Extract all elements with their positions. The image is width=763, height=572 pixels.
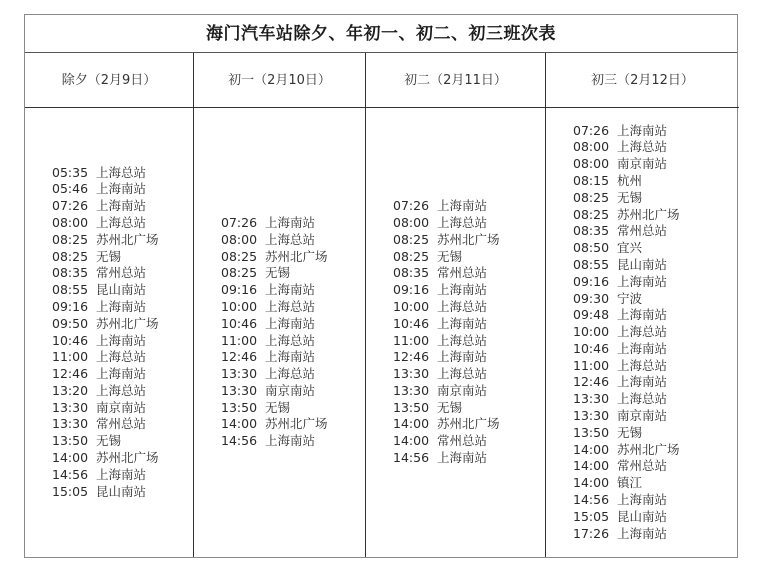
destination: 上海南站	[96, 466, 147, 482]
destination: 昆山南站	[617, 508, 668, 524]
departure-time: 08:15	[573, 172, 610, 188]
departure-time: 15:05	[52, 483, 89, 499]
trip-row	[573, 341, 680, 358]
trip-row	[52, 249, 159, 266]
trip-row	[393, 450, 500, 467]
departure-time: 08:35	[393, 265, 430, 281]
departure-time: 10:46	[52, 332, 89, 348]
departure-time: 09:16	[52, 298, 89, 314]
trip-row	[573, 223, 680, 240]
departure-time: 09:16	[221, 282, 258, 298]
destination: 南京南站	[437, 382, 488, 398]
destination: 上海南站	[437, 198, 488, 214]
trip-row	[221, 400, 328, 417]
departure-time: 14:00	[573, 458, 610, 474]
column-body	[194, 108, 365, 557]
departure-time: 09:16	[573, 273, 610, 289]
destination: 常州总站	[437, 265, 488, 281]
trip-row	[393, 265, 500, 282]
destination: 常州总站	[437, 433, 488, 449]
destination: 上海总站	[617, 357, 668, 373]
departure-time: 08:25	[52, 248, 89, 264]
destination: 上海总站	[265, 298, 316, 314]
departure-time: 15:05	[573, 508, 610, 524]
departure-time: 12:46	[221, 349, 258, 365]
destination: 上海南站	[96, 298, 147, 314]
trip-row	[393, 299, 500, 316]
trip-row	[393, 416, 500, 433]
departure-time: 07:26	[573, 122, 610, 138]
trip-row	[573, 307, 680, 324]
departure-time: 13:30	[393, 366, 430, 382]
column-header: 初三（2月12日）	[546, 53, 739, 108]
departure-time: 14:00	[393, 433, 430, 449]
departure-time: 08:25	[52, 231, 89, 247]
trip-row	[393, 316, 500, 333]
departure-time: 13:50	[52, 433, 89, 449]
trip-row	[573, 358, 680, 375]
departure-time: 08:25	[573, 206, 610, 222]
destination: 昆山南站	[96, 282, 147, 298]
destination: 昆山南站	[96, 483, 147, 499]
trip-row	[221, 316, 328, 333]
departure-time: 09:48	[573, 307, 610, 323]
trip-row	[221, 299, 328, 316]
trip-row	[573, 190, 680, 207]
departure-time: 09:30	[573, 290, 610, 306]
departure-time: 14:56	[52, 466, 89, 482]
departure-time: 08:55	[52, 282, 89, 298]
trip-row	[52, 215, 159, 232]
departure-time: 09:50	[52, 315, 89, 331]
departure-time: 07:26	[221, 214, 258, 230]
trip-row	[573, 173, 680, 190]
destination: 上海总站	[265, 231, 316, 247]
destination: 上海总站	[437, 214, 488, 230]
trip-row	[573, 475, 680, 492]
destination: 镇江	[617, 475, 643, 491]
departure-time: 12:46	[573, 374, 610, 390]
destination: 上海总站	[617, 324, 668, 340]
trip-row	[221, 366, 328, 383]
departure-time: 08:25	[221, 248, 258, 264]
departure-time: 13:30	[52, 399, 89, 415]
trip-row	[573, 509, 680, 526]
trip-row	[52, 333, 159, 350]
schedule-grid	[25, 53, 737, 557]
departure-time: 08:25	[573, 189, 610, 205]
destination: 苏州北广场	[96, 315, 159, 331]
destination: 常州总站	[96, 416, 147, 432]
destination: 南京南站	[617, 156, 668, 172]
trip-row	[52, 232, 159, 249]
destination: 上海总站	[96, 349, 147, 365]
column-header: 初二（2月11日）	[366, 53, 545, 108]
trip-row	[52, 349, 159, 366]
destination: 上海南站	[437, 450, 488, 466]
trip-row	[573, 458, 680, 475]
destination: 苏州北广场	[617, 441, 680, 457]
column-chuxi	[25, 53, 193, 557]
departure-time: 08:50	[573, 240, 610, 256]
trip-row	[573, 442, 680, 459]
departure-time: 08:35	[52, 265, 89, 281]
trip-row	[573, 274, 680, 291]
trip-row	[573, 240, 680, 257]
departure-time: 13:30	[573, 391, 610, 407]
destination: 无锡	[617, 424, 643, 440]
destination: 上海南站	[96, 332, 147, 348]
trip-row	[221, 282, 328, 299]
trip-row	[221, 265, 328, 282]
destination: 南京南站	[96, 399, 147, 415]
destination: 上海南站	[265, 282, 316, 298]
departure-time: 08:00	[221, 231, 258, 247]
departure-time: 08:00	[573, 139, 610, 155]
trip-row	[393, 400, 500, 417]
destination: 常州总站	[96, 265, 147, 281]
destination: 上海南站	[617, 307, 668, 323]
destination: 上海南站	[617, 273, 668, 289]
destination: 宜兴	[617, 240, 643, 256]
schedule-table	[24, 14, 738, 558]
departure-time: 08:25	[393, 231, 430, 247]
departure-time: 14:00	[221, 416, 258, 432]
departure-time: 13:30	[52, 416, 89, 432]
trip-row	[221, 333, 328, 350]
trip-list	[52, 165, 159, 501]
trip-row	[221, 232, 328, 249]
trip-row	[52, 450, 159, 467]
destination: 苏州北广场	[265, 248, 328, 264]
departure-time: 13:30	[573, 408, 610, 424]
departure-time: 10:46	[393, 315, 430, 331]
trip-row	[393, 333, 500, 350]
destination: 上海南站	[265, 349, 316, 365]
trip-row	[393, 282, 500, 299]
column-header: 初一（2月10日）	[194, 53, 365, 108]
destination: 上海总站	[437, 332, 488, 348]
destination: 南京南站	[265, 382, 316, 398]
trip-row	[573, 408, 680, 425]
destination: 南京南站	[617, 408, 668, 424]
departure-time: 09:16	[393, 282, 430, 298]
trip-row	[573, 139, 680, 156]
destination: 上海南站	[617, 525, 668, 541]
trip-row	[573, 123, 680, 140]
trip-row	[52, 165, 159, 182]
destination: 上海南站	[617, 122, 668, 138]
destination: 苏州北广场	[437, 231, 500, 247]
trip-row	[221, 383, 328, 400]
trip-row	[52, 366, 159, 383]
departure-time: 10:00	[573, 324, 610, 340]
destination: 上海南站	[437, 282, 488, 298]
departure-time: 10:46	[221, 315, 258, 331]
column-body	[25, 108, 193, 557]
departure-time: 08:00	[393, 214, 430, 230]
destination: 上海总站	[617, 139, 668, 155]
trip-row	[52, 383, 159, 400]
trip-row	[221, 416, 328, 433]
column-chuer	[365, 53, 545, 557]
departure-time: 08:00	[52, 214, 89, 230]
departure-time: 08:55	[573, 256, 610, 272]
departure-time: 13:50	[393, 399, 430, 415]
trip-row	[221, 433, 328, 450]
destination: 无锡	[437, 248, 463, 264]
trip-row	[393, 349, 500, 366]
departure-time: 14:56	[393, 450, 430, 466]
departure-time: 11:00	[573, 357, 610, 373]
trip-row	[393, 383, 500, 400]
departure-time: 17:26	[573, 525, 610, 541]
departure-time: 14:00	[573, 475, 610, 491]
trip-row	[573, 425, 680, 442]
departure-time: 13:20	[52, 382, 89, 398]
destination: 上海南站	[437, 349, 488, 365]
trip-row	[52, 181, 159, 198]
trip-row	[573, 324, 680, 341]
trip-row	[573, 374, 680, 391]
trip-row	[393, 249, 500, 266]
destination: 上海南站	[437, 315, 488, 331]
trip-row	[393, 215, 500, 232]
trip-row	[52, 198, 159, 215]
destination: 常州总站	[617, 458, 668, 474]
destination: 无锡	[437, 399, 463, 415]
trip-row	[573, 207, 680, 224]
departure-time: 13:30	[221, 366, 258, 382]
trip-row	[52, 316, 159, 333]
trip-row	[573, 391, 680, 408]
trip-row	[52, 433, 159, 450]
departure-time: 05:35	[52, 164, 89, 180]
destination: 无锡	[96, 248, 122, 264]
trip-row	[573, 156, 680, 173]
trip-row	[52, 400, 159, 417]
trip-list	[221, 215, 328, 450]
destination: 无锡	[96, 433, 122, 449]
trip-row	[573, 291, 680, 308]
destination: 苏州北广场	[437, 416, 500, 432]
destination: 上海总站	[96, 164, 147, 180]
destination: 上海南站	[265, 315, 316, 331]
trip-list	[393, 198, 500, 467]
destination: 无锡	[265, 399, 291, 415]
departure-time: 10:00	[393, 298, 430, 314]
trip-row	[52, 265, 159, 282]
destination: 上海总站	[96, 214, 147, 230]
column-chusan	[545, 53, 739, 557]
departure-time: 13:50	[573, 424, 610, 440]
destination: 上海南站	[265, 433, 316, 449]
departure-time: 10:00	[221, 298, 258, 314]
trip-row	[393, 232, 500, 249]
table-title: 海门汽车站除夕、年初一、初二、初三班次表	[25, 15, 737, 53]
departure-time: 11:00	[393, 332, 430, 348]
departure-time: 13:50	[221, 399, 258, 415]
destination: 上海总站	[617, 391, 668, 407]
departure-time: 05:46	[52, 181, 89, 197]
destination: 苏州北广场	[265, 416, 328, 432]
trip-row	[221, 349, 328, 366]
destination: 上海南站	[96, 198, 147, 214]
destination: 上海南站	[96, 181, 147, 197]
departure-time: 08:25	[393, 248, 430, 264]
trip-row	[52, 467, 159, 484]
departure-time: 11:00	[221, 332, 258, 348]
trip-row	[573, 526, 680, 543]
destination: 杭州	[617, 172, 643, 188]
destination: 上海总站	[265, 332, 316, 348]
trip-list	[573, 123, 680, 543]
destination: 上海南站	[617, 340, 668, 356]
departure-time: 08:00	[573, 156, 610, 172]
trip-row	[221, 249, 328, 266]
destination: 苏州北广场	[96, 450, 159, 466]
trip-row	[393, 198, 500, 215]
trip-row	[573, 257, 680, 274]
trip-row	[52, 299, 159, 316]
departure-time: 11:00	[52, 349, 89, 365]
departure-time: 13:30	[393, 382, 430, 398]
departure-time: 14:56	[221, 433, 258, 449]
trip-row	[52, 416, 159, 433]
column-chuyi	[193, 53, 365, 557]
destination: 无锡	[617, 189, 643, 205]
column-header: 除夕（2月9日）	[25, 53, 193, 108]
destination: 上海总站	[265, 366, 316, 382]
departure-time: 10:46	[573, 340, 610, 356]
departure-time: 13:30	[221, 382, 258, 398]
departure-time: 14:00	[52, 450, 89, 466]
destination: 上海南站	[617, 374, 668, 390]
destination: 上海总站	[437, 298, 488, 314]
departure-time: 12:46	[393, 349, 430, 365]
departure-time: 14:56	[573, 492, 610, 508]
destination: 常州总站	[617, 223, 668, 239]
departure-time: 14:00	[393, 416, 430, 432]
destination: 无锡	[265, 265, 291, 281]
departure-time: 07:26	[393, 198, 430, 214]
departure-time: 12:46	[52, 366, 89, 382]
departure-time: 07:26	[52, 198, 89, 214]
destination: 宁波	[617, 290, 643, 306]
destination: 昆山南站	[617, 256, 668, 272]
trip-row	[221, 215, 328, 232]
trip-row	[393, 433, 500, 450]
destination: 上海总站	[96, 382, 147, 398]
destination: 苏州北广场	[617, 206, 680, 222]
destination: 上海南站	[96, 366, 147, 382]
column-body	[366, 108, 545, 557]
trip-row	[393, 366, 500, 383]
destination: 上海总站	[437, 366, 488, 382]
trip-row	[573, 492, 680, 509]
destination: 苏州北广场	[96, 231, 159, 247]
departure-time: 14:00	[573, 441, 610, 457]
destination: 上海南站	[265, 214, 316, 230]
destination: 上海南站	[617, 492, 668, 508]
trip-row	[52, 282, 159, 299]
departure-time: 08:35	[573, 223, 610, 239]
trip-row	[52, 484, 159, 501]
departure-time: 08:25	[221, 265, 258, 281]
column-body	[546, 108, 739, 557]
